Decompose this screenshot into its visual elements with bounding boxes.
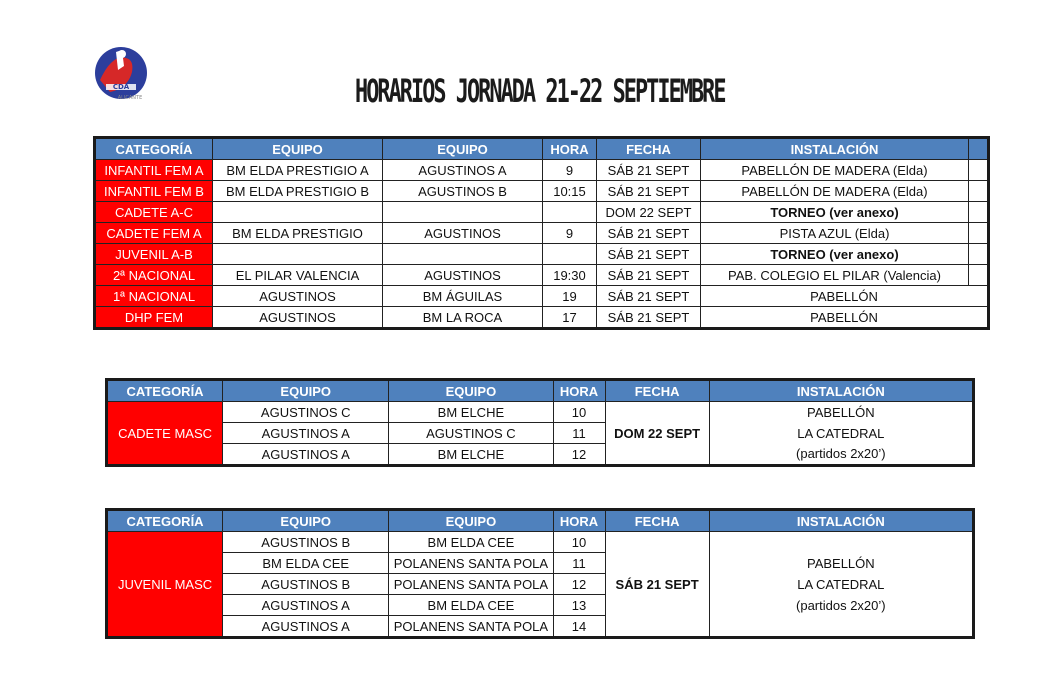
time-cell: 10:15 <box>543 181 597 202</box>
header-equipo-local: EQUIPO <box>213 138 383 160</box>
category-cell: JUVENIL MASC <box>107 532 223 638</box>
team-away-cell: BM ELCHE <box>389 444 553 466</box>
header-equipo-visitante: EQUIPO <box>383 138 543 160</box>
date-cell: SÁB 21 SEPT <box>597 265 701 286</box>
venue-cell <box>709 532 973 553</box>
team-home-cell: AGUSTINOS <box>213 307 383 329</box>
table-header-row <box>107 510 974 532</box>
team-home-cell: EL PILAR VALENCIA <box>213 265 383 286</box>
time-cell: 12 <box>553 444 605 466</box>
venue-cell: LA CATEDRAL <box>709 574 973 595</box>
time-cell <box>543 244 597 265</box>
header-blank <box>969 138 989 160</box>
team-away-cell: BM ELDA CEE <box>389 595 553 616</box>
blank-cell <box>969 160 989 181</box>
venue-cell: PABELLÓN <box>701 307 989 329</box>
schedule-table-juvenil-masc <box>105 508 975 639</box>
venue-cell: TORNEO (ver anexo) <box>701 202 969 223</box>
page-title: HORARIOS JORNADA 21-22 SEPTIEMBRE <box>355 72 725 110</box>
header-categoria: CATEGORÍA <box>107 380 223 402</box>
category-cell: 1ª NACIONAL <box>95 286 213 307</box>
table-header-row <box>95 138 989 160</box>
venue-cell: LA CATEDRAL <box>709 423 973 444</box>
table-row <box>95 286 989 307</box>
schedule-table-cadete-masc <box>105 378 975 467</box>
team-away-cell <box>383 244 543 265</box>
venue-cell: PABELLÓN DE MADERA (Elda) <box>701 181 969 202</box>
header-instalacion: INSTALACIÓN <box>709 380 973 402</box>
team-away-cell: POLANENS SANTA POLA <box>389 574 553 595</box>
time-cell: 19:30 <box>543 265 597 286</box>
venue-cell: (partidos 2x20’) <box>709 595 973 616</box>
header-equipo-visitante: EQUIPO <box>389 510 553 532</box>
time-cell: 10 <box>553 402 605 423</box>
team-home-cell: AGUSTINOS B <box>223 574 389 595</box>
category-cell: 2ª NACIONAL <box>95 265 213 286</box>
team-home-cell: BM ELDA CEE <box>223 553 389 574</box>
table-row <box>107 616 974 638</box>
table-row <box>95 181 989 202</box>
team-home-cell: AGUSTINOS B <box>223 532 389 553</box>
team-away-cell: BM ELCHE <box>389 402 553 423</box>
time-cell: 13 <box>553 595 605 616</box>
header-equipo-local: EQUIPO <box>223 380 389 402</box>
table-row <box>95 265 989 286</box>
venue-cell: PABELLÓN <box>709 553 973 574</box>
date-cell: SÁB 21 SEPT <box>597 244 701 265</box>
time-cell <box>543 202 597 223</box>
header-instalacion: INSTALACIÓN <box>701 138 969 160</box>
category-cell: CADETE MASC <box>107 402 223 466</box>
header-fecha: FECHA <box>605 380 709 402</box>
team-home-cell: BM ELDA PRESTIGIO <box>213 223 383 244</box>
table-row <box>95 223 989 244</box>
team-home-cell <box>213 202 383 223</box>
time-cell: 19 <box>543 286 597 307</box>
venue-cell: TORNEO (ver anexo) <box>701 244 969 265</box>
date-cell: SÁB 21 SEPT <box>597 286 701 307</box>
team-home-cell: AGUSTINOS <box>213 286 383 307</box>
team-home-cell <box>213 244 383 265</box>
team-away-cell: BM LA ROCA <box>383 307 543 329</box>
team-away-cell: BM ELDA CEE <box>389 532 553 553</box>
time-cell: 11 <box>553 423 605 444</box>
team-away-cell: BM ÁGUILAS <box>383 286 543 307</box>
table-row <box>95 202 989 223</box>
team-home-cell: AGUSTINOS A <box>223 423 389 444</box>
team-away-cell: AGUSTINOS <box>383 223 543 244</box>
date-cell: SÁB 21 SEPT <box>597 181 701 202</box>
schedule-table-general <box>93 136 990 330</box>
time-cell: 17 <box>543 307 597 329</box>
time-cell: 9 <box>543 223 597 244</box>
blank-cell <box>969 265 989 286</box>
team-home-cell: AGUSTINOS A <box>223 595 389 616</box>
date-cell: SÁB 21 SEPT <box>597 307 701 329</box>
team-away-cell: AGUSTINOS A <box>383 160 543 181</box>
blank-cell <box>969 202 989 223</box>
header-fecha: FECHA <box>605 510 709 532</box>
category-cell: JUVENIL A-B <box>95 244 213 265</box>
category-cell: DHP FEM <box>95 307 213 329</box>
table-row <box>107 444 974 466</box>
table-row <box>107 532 974 553</box>
date-cell: SÁB 21 SEPT <box>597 223 701 244</box>
header-instalacion: INSTALACIÓN <box>709 510 973 532</box>
team-away-cell <box>383 202 543 223</box>
table-header-row <box>107 380 974 402</box>
team-home-cell: AGUSTINOS A <box>223 616 389 638</box>
venue-cell: PISTA AZUL (Elda) <box>701 223 969 244</box>
venue-cell: PABELLÓN <box>709 402 973 423</box>
category-cell: INFANTIL FEM B <box>95 181 213 202</box>
table-row <box>107 402 974 423</box>
time-cell: 12 <box>553 574 605 595</box>
blank-cell <box>969 244 989 265</box>
category-cell: INFANTIL FEM A <box>95 160 213 181</box>
svg-text:ALICANTE: ALICANTE <box>117 95 143 101</box>
team-away-cell: AGUSTINOS C <box>389 423 553 444</box>
date-cell: DOM 22 SEPT <box>605 402 709 466</box>
table-row <box>95 244 989 265</box>
table-row <box>107 553 974 574</box>
team-home-cell: AGUSTINOS C <box>223 402 389 423</box>
table-row <box>107 595 974 616</box>
category-cell: CADETE FEM A <box>95 223 213 244</box>
date-cell: SÁB 21 SEPT <box>605 532 709 638</box>
club-logo-icon <box>92 44 150 102</box>
header-categoria: CATEGORÍA <box>95 138 213 160</box>
header-hora: HORA <box>553 510 605 532</box>
header-hora: HORA <box>543 138 597 160</box>
table-row <box>107 574 974 595</box>
team-home-cell: AGUSTINOS A <box>223 444 389 466</box>
venue-cell: PABELLÓN <box>701 286 989 307</box>
table-row <box>95 160 989 181</box>
table-row <box>107 423 974 444</box>
team-home-cell: BM ELDA PRESTIGIO A <box>213 160 383 181</box>
venue-cell: (partidos 2x20’) <box>709 444 973 466</box>
time-cell: 14 <box>553 616 605 638</box>
header-hora: HORA <box>553 380 605 402</box>
team-away-cell: AGUSTINOS B <box>383 181 543 202</box>
venue-cell: PABELLÓN DE MADERA (Elda) <box>701 160 969 181</box>
time-cell: 11 <box>553 553 605 574</box>
category-cell: CADETE A-C <box>95 202 213 223</box>
team-away-cell: AGUSTINOS <box>383 265 543 286</box>
header-equipo-local: EQUIPO <box>223 510 389 532</box>
header-equipo-visitante: EQUIPO <box>389 380 553 402</box>
venue-cell <box>709 616 973 638</box>
date-cell: DOM 22 SEPT <box>597 202 701 223</box>
table-row <box>95 307 989 329</box>
team-away-cell: POLANENS SANTA POLA <box>389 553 553 574</box>
team-away-cell: POLANENS SANTA POLA <box>389 616 553 638</box>
header-categoria: CATEGORÍA <box>107 510 223 532</box>
svg-text:CDA: CDA <box>112 83 130 91</box>
time-cell: 10 <box>553 532 605 553</box>
header-fecha: FECHA <box>597 138 701 160</box>
blank-cell <box>969 181 989 202</box>
team-home-cell: BM ELDA PRESTIGIO B <box>213 181 383 202</box>
time-cell: 9 <box>543 160 597 181</box>
blank-cell <box>969 223 989 244</box>
venue-cell: PAB. COLEGIO EL PILAR (Valencia) <box>701 265 969 286</box>
date-cell: SÁB 21 SEPT <box>597 160 701 181</box>
